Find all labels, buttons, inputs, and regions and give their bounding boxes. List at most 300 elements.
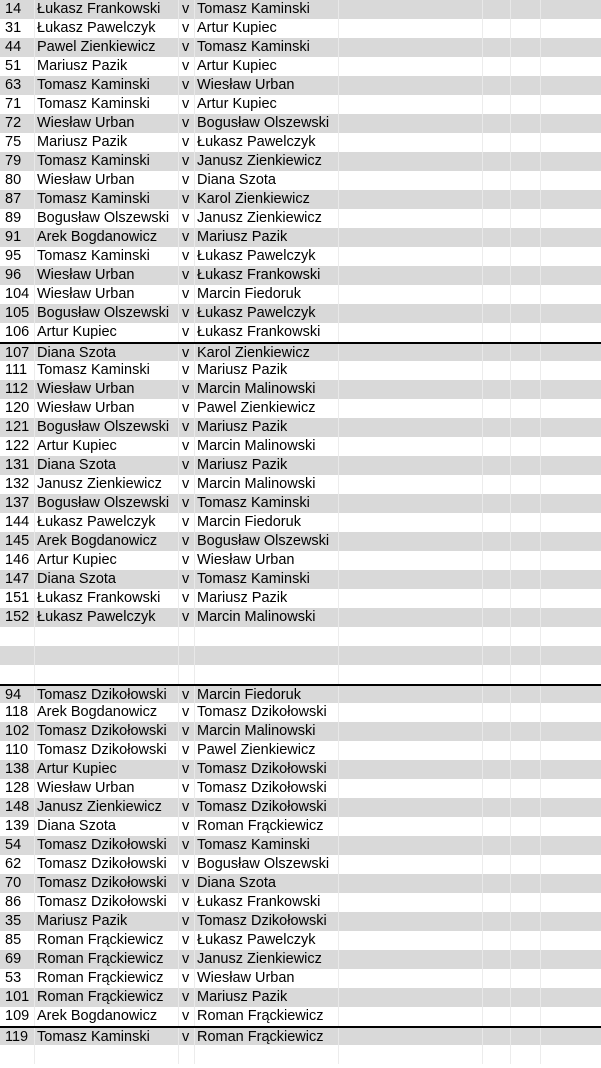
- versus-cell[interactable]: v: [182, 77, 190, 93]
- versus-cell[interactable]: v: [182, 818, 190, 834]
- gridline: [510, 380, 511, 399]
- versus-cell[interactable]: v: [182, 687, 190, 703]
- versus-cell[interactable]: v: [182, 229, 190, 245]
- versus-cell[interactable]: v: [182, 875, 190, 891]
- player-one-cell[interactable]: Łukasz Pawelczyk: [37, 514, 156, 530]
- player-two-cell[interactable]: Tomasz Kaminski: [197, 39, 310, 55]
- player-one-cell[interactable]: Arek Bogdanowicz: [37, 1008, 158, 1024]
- gridline: [482, 798, 483, 817]
- fixture-number-cell[interactable]: 69: [5, 951, 22, 967]
- fixture-number-cell[interactable]: 87: [5, 191, 22, 207]
- gridline: [540, 950, 541, 969]
- versus-cell[interactable]: v: [182, 571, 190, 587]
- versus-cell[interactable]: v: [182, 742, 190, 758]
- player-one-cell[interactable]: Janusz Zienkiewicz: [37, 799, 162, 815]
- player-one-cell[interactable]: Tomasz Dzikołowski: [37, 894, 167, 910]
- fixture-number-cell[interactable]: 121: [5, 419, 30, 435]
- player-one-cell[interactable]: Bogusław Olszewski: [37, 305, 170, 321]
- fixture-number-cell[interactable]: 95: [5, 248, 22, 264]
- fixture-number-cell[interactable]: 118: [5, 704, 29, 720]
- versus-cell[interactable]: v: [182, 345, 190, 361]
- fixture-number-cell[interactable]: 109: [5, 1008, 30, 1024]
- gridline: [510, 627, 511, 646]
- player-two-cell[interactable]: Marcin Fiedoruk: [197, 286, 301, 302]
- player-one-cell[interactable]: Tomasz Kaminski: [37, 96, 150, 112]
- gridline: [482, 494, 483, 513]
- gridline: [194, 304, 195, 323]
- player-one-cell[interactable]: Tomasz Dzikołowski: [37, 687, 167, 703]
- player-one-cell[interactable]: Arek Bogdanowicz: [37, 533, 158, 549]
- gridline: [510, 817, 511, 836]
- gridline: [510, 437, 511, 456]
- player-one-cell[interactable]: [37, 665, 179, 684]
- player-one-cell[interactable]: Bogusław Olszewski: [37, 210, 170, 226]
- player-one-cell[interactable]: Tomasz Kaminski: [37, 77, 150, 93]
- player-one-cell[interactable]: Tomasz Dzikołowski: [37, 723, 167, 739]
- fixture-number-cell[interactable]: 75: [5, 134, 22, 150]
- versus-cell[interactable]: v: [182, 799, 190, 815]
- player-two-cell[interactable]: Janusz Zienkiewicz: [197, 153, 322, 169]
- gridline: [540, 836, 541, 855]
- versus-cell[interactable]: v: [182, 1029, 190, 1045]
- fixture-number-cell[interactable]: 128: [5, 780, 30, 796]
- fixture-number-cell[interactable]: 63: [5, 77, 22, 93]
- player-two-cell[interactable]: Pawel Zienkiewicz: [197, 742, 316, 758]
- versus-cell[interactable]: v: [182, 590, 190, 606]
- versus-cell[interactable]: v: [182, 419, 190, 435]
- fixture-number-cell[interactable]: 148: [5, 799, 30, 815]
- gridline: [510, 779, 511, 798]
- player-two-cell[interactable]: Tomasz Dzikołowski: [197, 780, 327, 796]
- gridline: [510, 532, 511, 551]
- gridline: [510, 152, 511, 171]
- fixture-number-cell[interactable]: 62: [5, 856, 22, 872]
- player-one-cell[interactable]: Wiesław Urban: [37, 172, 135, 188]
- versus-cell[interactable]: v: [182, 856, 190, 872]
- player-two-cell[interactable]: Mariusz Pazik: [197, 362, 288, 378]
- gridline: [540, 532, 541, 551]
- gridline: [482, 209, 483, 228]
- player-one-cell[interactable]: Diana Szota: [37, 818, 116, 834]
- gridline: [194, 437, 195, 456]
- player-one-cell[interactable]: Tomasz Kaminski: [37, 153, 150, 169]
- player-two-cell[interactable]: Łukasz Frankowski: [197, 894, 321, 910]
- gridline: [482, 38, 483, 57]
- fixture-number-cell[interactable]: 132: [5, 476, 30, 492]
- fixture-number-cell[interactable]: 79: [5, 153, 22, 169]
- versus-cell[interactable]: v: [182, 438, 190, 454]
- versus-cell[interactable]: v: [182, 115, 190, 131]
- gridline: [540, 874, 541, 893]
- fixture-number-cell[interactable]: 51: [5, 58, 22, 74]
- player-one-cell[interactable]: Artur Kupiec: [37, 761, 117, 777]
- player-one-cell[interactable]: Mariusz Pazik: [37, 913, 128, 929]
- player-two-cell[interactable]: Mariusz Pazik: [197, 419, 288, 435]
- versus-cell[interactable]: [182, 646, 194, 665]
- table-row: [0, 532, 601, 551]
- player-one-cell[interactable]: Diana Szota: [37, 457, 116, 473]
- versus-cell[interactable]: v: [182, 305, 190, 321]
- fixture-number-cell[interactable]: 71: [5, 96, 22, 112]
- player-one-cell[interactable]: Pawel Zienkiewicz: [37, 39, 156, 55]
- versus-cell[interactable]: v: [182, 286, 190, 302]
- player-two-cell[interactable]: [197, 665, 339, 684]
- gridline: [194, 893, 195, 912]
- versus-cell[interactable]: v: [182, 932, 190, 948]
- fixture-number-cell[interactable]: 119: [5, 1029, 29, 1045]
- table-row: [0, 798, 601, 817]
- versus-cell[interactable]: v: [182, 457, 190, 473]
- versus-cell[interactable]: v: [182, 780, 190, 796]
- fixture-number-cell[interactable]: 89: [5, 210, 22, 226]
- player-one-cell[interactable]: Wiesław Urban: [37, 400, 135, 416]
- player-two-cell[interactable]: Bogusław Olszewski: [197, 856, 330, 872]
- player-two-cell[interactable]: Łukasz Frankowski: [197, 267, 321, 283]
- versus-cell[interactable]: v: [182, 210, 190, 226]
- gridline: [482, 133, 483, 152]
- player-two-cell[interactable]: Wiesław Urban: [197, 552, 295, 568]
- fixture-number-cell[interactable]: 122: [5, 438, 30, 454]
- gridline: [540, 228, 541, 247]
- gridline: [540, 608, 541, 627]
- versus-cell[interactable]: v: [182, 704, 190, 720]
- fixture-number-cell[interactable]: 146: [5, 552, 30, 568]
- player-two-cell[interactable]: Roman Frąckiewicz: [197, 1029, 324, 1045]
- gridline: [194, 114, 195, 133]
- player-one-cell[interactable]: Artur Kupiec: [37, 438, 117, 454]
- gridline: [482, 76, 483, 95]
- fixture-number-cell[interactable]: 144: [5, 514, 30, 530]
- player-two-cell[interactable]: Tomasz Kaminski: [197, 1, 310, 17]
- player-two-cell[interactable]: Artur Kupiec: [197, 58, 277, 74]
- gridline: [510, 589, 511, 608]
- versus-cell[interactable]: v: [182, 58, 190, 74]
- versus-cell[interactable]: v: [182, 989, 190, 1005]
- fixture-number-cell[interactable]: 131: [5, 457, 30, 473]
- player-one-cell[interactable]: Tomasz Kaminski: [37, 1029, 150, 1045]
- player-two-cell[interactable]: Tomasz Kaminski: [197, 495, 310, 511]
- gridline: [194, 418, 195, 437]
- table-row: [0, 589, 601, 608]
- versus-cell[interactable]: v: [182, 761, 190, 777]
- fixture-number-cell[interactable]: 112: [5, 381, 29, 397]
- versus-cell[interactable]: v: [182, 134, 190, 150]
- player-one-cell[interactable]: Tomasz Kaminski: [37, 362, 150, 378]
- fixture-number-cell[interactable]: 44: [5, 39, 22, 55]
- player-two-cell[interactable]: Wiesław Urban: [197, 77, 295, 93]
- table-row: [0, 437, 601, 456]
- gridline: [194, 988, 195, 1007]
- player-one-cell[interactable]: Wiesław Urban: [37, 286, 135, 302]
- gridline: [194, 931, 195, 950]
- player-one-cell[interactable]: Artur Kupiec: [37, 324, 117, 340]
- gridline: [482, 171, 483, 190]
- versus-cell[interactable]: v: [182, 476, 190, 492]
- gridline: [482, 456, 483, 475]
- player-two-cell[interactable]: [197, 1045, 339, 1064]
- player-one-cell[interactable]: Wiesław Urban: [37, 780, 135, 796]
- fixture-number-cell[interactable]: 147: [5, 571, 30, 587]
- gridline: [482, 475, 483, 494]
- fixture-number-cell[interactable]: 120: [5, 400, 30, 416]
- player-one-cell[interactable]: Tomasz Dzikołowski: [37, 742, 167, 758]
- player-one-cell[interactable]: Wiesław Urban: [37, 115, 135, 131]
- player-one-cell[interactable]: Janusz Zienkiewicz: [37, 476, 162, 492]
- player-one-cell[interactable]: Łukasz Frankowski: [37, 1, 161, 17]
- gridline: [510, 323, 511, 342]
- player-one-cell[interactable]: Łukasz Pawelczyk: [37, 609, 156, 625]
- player-one-cell[interactable]: Tomasz Kaminski: [37, 191, 150, 207]
- fixture-number-cell[interactable]: 107: [5, 345, 30, 361]
- player-two-cell[interactable]: Tomasz Kaminski: [197, 571, 310, 587]
- fixture-number-cell[interactable]: [5, 1045, 35, 1064]
- gridline: [540, 703, 541, 722]
- player-two-cell[interactable]: Bogusław Olszewski: [197, 115, 330, 131]
- table-row: [0, 1007, 601, 1026]
- player-two-cell[interactable]: Tomasz Dzikołowski: [197, 704, 327, 720]
- versus-cell[interactable]: v: [182, 837, 190, 853]
- player-one-cell[interactable]: [37, 1045, 179, 1064]
- gridline: [540, 323, 541, 342]
- player-one-cell[interactable]: Diana Szota: [37, 571, 116, 587]
- versus-cell[interactable]: [182, 665, 194, 684]
- table-row: [0, 323, 601, 342]
- versus-cell[interactable]: v: [182, 248, 190, 264]
- player-two-cell[interactable]: Marcin Malinowski: [197, 723, 316, 739]
- fixture-number-cell[interactable]: [5, 646, 35, 665]
- player-two-cell[interactable]: Mariusz Pazik: [197, 229, 288, 245]
- gridline: [510, 988, 511, 1007]
- gridline: [510, 950, 511, 969]
- player-one-cell[interactable]: [37, 627, 179, 646]
- player-two-cell[interactable]: Wiesław Urban: [197, 970, 295, 986]
- fixture-number-cell[interactable]: 102: [5, 723, 30, 739]
- gridline: [510, 513, 511, 532]
- gridline: [510, 646, 511, 665]
- gridline: [510, 266, 511, 285]
- player-one-cell[interactable]: Łukasz Frankowski: [37, 590, 161, 606]
- fixture-number-cell[interactable]: 106: [5, 324, 30, 340]
- versus-cell[interactable]: v: [182, 324, 190, 340]
- fixture-number-cell[interactable]: 105: [5, 305, 30, 321]
- player-one-cell[interactable]: Mariusz Pazik: [37, 58, 128, 74]
- versus-cell[interactable]: v: [182, 609, 190, 625]
- player-one-cell[interactable]: Mariusz Pazik: [37, 134, 128, 150]
- fixture-number-cell[interactable]: 101: [5, 989, 30, 1005]
- table-row: [0, 1026, 601, 1045]
- player-two-cell[interactable]: Tomasz Dzikołowski: [197, 799, 327, 815]
- player-one-cell[interactable]: Tomasz Dzikołowski: [37, 875, 167, 891]
- versus-cell[interactable]: v: [182, 400, 190, 416]
- gridline: [540, 893, 541, 912]
- table-row: [0, 722, 601, 741]
- player-two-cell[interactable]: Marcin Malinowski: [197, 381, 316, 397]
- gridline: [194, 551, 195, 570]
- versus-cell[interactable]: v: [182, 39, 190, 55]
- player-two-cell[interactable]: Mariusz Pazik: [197, 590, 288, 606]
- versus-cell[interactable]: [182, 1045, 194, 1064]
- table-row: [0, 380, 601, 399]
- table-row: [0, 399, 601, 418]
- player-one-cell[interactable]: [37, 646, 179, 665]
- gridline: [482, 247, 483, 266]
- player-two-cell[interactable]: Janusz Zienkiewicz: [197, 210, 322, 226]
- fixture-number-cell[interactable]: 80: [5, 172, 22, 188]
- fixture-number-cell[interactable]: 86: [5, 894, 22, 910]
- gridline: [194, 741, 195, 760]
- player-two-cell[interactable]: Tomasz Dzikołowski: [197, 913, 327, 929]
- fixture-number-cell[interactable]: 138: [5, 761, 30, 777]
- player-one-cell[interactable]: Artur Kupiec: [37, 552, 117, 568]
- player-two-cell[interactable]: Marcin Malinowski: [197, 476, 316, 492]
- table-row: [0, 988, 601, 1007]
- player-one-cell[interactable]: Roman Frąckiewicz: [37, 951, 164, 967]
- versus-cell[interactable]: v: [182, 267, 190, 283]
- versus-cell[interactable]: v: [182, 894, 190, 910]
- table-row: [0, 171, 601, 190]
- player-two-cell[interactable]: Marcin Malinowski: [197, 438, 316, 454]
- gridline: [510, 171, 511, 190]
- gridline: [194, 133, 195, 152]
- fixture-number-cell[interactable]: 54: [5, 837, 22, 853]
- versus-cell[interactable]: v: [182, 172, 190, 188]
- player-two-cell[interactable]: Łukasz Pawelczyk: [197, 932, 316, 948]
- player-two-cell[interactable]: Mariusz Pazik: [197, 989, 288, 1005]
- player-one-cell[interactable]: Roman Frąckiewicz: [37, 970, 164, 986]
- table-row: [0, 608, 601, 627]
- player-two-cell[interactable]: [197, 627, 339, 646]
- gridline: [194, 38, 195, 57]
- gridline: [510, 798, 511, 817]
- gridline: [482, 741, 483, 760]
- versus-cell[interactable]: v: [182, 913, 190, 929]
- fixture-number-cell[interactable]: [5, 665, 35, 684]
- gridline: [540, 76, 541, 95]
- player-two-cell[interactable]: Marcin Fiedoruk: [197, 687, 301, 703]
- fixture-number-cell[interactable]: 104: [5, 286, 30, 302]
- fixture-number-cell[interactable]: 111: [5, 362, 28, 378]
- versus-cell[interactable]: v: [182, 970, 190, 986]
- player-two-cell[interactable]: Diana Szota: [197, 875, 276, 891]
- gridline: [482, 323, 483, 342]
- player-one-cell[interactable]: Wiesław Urban: [37, 267, 135, 283]
- table-row: [0, 38, 601, 57]
- versus-cell[interactable]: v: [182, 1008, 190, 1024]
- player-one-cell[interactable]: Arek Bogdanowicz: [37, 229, 158, 245]
- player-one-cell[interactable]: Roman Frąckiewicz: [37, 932, 164, 948]
- versus-cell[interactable]: [182, 627, 194, 646]
- gridline: [540, 285, 541, 304]
- player-one-cell[interactable]: Tomasz Dzikołowski: [37, 856, 167, 872]
- player-two-cell[interactable]: Marcin Malinowski: [197, 609, 316, 625]
- player-one-cell[interactable]: Roman Frąckiewicz: [37, 989, 164, 1005]
- gridline: [194, 209, 195, 228]
- versus-cell[interactable]: v: [182, 362, 190, 378]
- versus-cell[interactable]: v: [182, 153, 190, 169]
- fixture-number-cell[interactable]: 35: [5, 913, 22, 929]
- versus-cell[interactable]: v: [182, 552, 190, 568]
- versus-cell[interactable]: v: [182, 20, 190, 36]
- player-two-cell[interactable]: Pawel Zienkiewicz: [197, 400, 316, 416]
- fixture-number-cell[interactable]: 139: [5, 818, 30, 834]
- player-one-cell[interactable]: Bogusław Olszewski: [37, 419, 170, 435]
- gridline: [194, 285, 195, 304]
- player-one-cell[interactable]: Arek Bogdanowicz: [37, 704, 158, 720]
- fixture-number-cell[interactable]: 137: [5, 495, 30, 511]
- versus-cell[interactable]: v: [182, 1, 190, 17]
- fixture-number-cell[interactable]: 72: [5, 115, 22, 131]
- player-two-cell[interactable]: [197, 646, 339, 665]
- gridline: [482, 399, 483, 418]
- gridline: [482, 0, 483, 19]
- fixture-number-cell[interactable]: 85: [5, 932, 22, 948]
- fixture-number-cell[interactable]: 152: [5, 609, 30, 625]
- versus-cell[interactable]: v: [182, 951, 190, 967]
- fixture-number-cell[interactable]: 91: [5, 229, 22, 245]
- player-one-cell[interactable]: Tomasz Kaminski: [37, 248, 150, 264]
- player-two-cell[interactable]: Łukasz Pawelczyk: [197, 305, 316, 321]
- fixture-number-cell[interactable]: 96: [5, 267, 22, 283]
- player-one-cell[interactable]: Wiesław Urban: [37, 381, 135, 397]
- player-two-cell[interactable]: Roman Frąckiewicz: [197, 1008, 324, 1024]
- versus-cell[interactable]: v: [182, 514, 190, 530]
- versus-cell[interactable]: v: [182, 96, 190, 112]
- fixture-number-cell[interactable]: [5, 627, 35, 646]
- player-two-cell[interactable]: Artur Kupiec: [197, 20, 277, 36]
- player-two-cell[interactable]: Diana Szota: [197, 172, 276, 188]
- player-one-cell[interactable]: Łukasz Pawelczyk: [37, 20, 156, 36]
- player-two-cell[interactable]: Janusz Zienkiewicz: [197, 951, 322, 967]
- player-two-cell[interactable]: Marcin Fiedoruk: [197, 514, 301, 530]
- player-two-cell[interactable]: Tomasz Dzikołowski: [197, 761, 327, 777]
- player-two-cell[interactable]: Łukasz Frankowski: [197, 324, 321, 340]
- player-two-cell[interactable]: Karol Zienkiewicz: [197, 345, 310, 361]
- fixture-number-cell[interactable]: 53: [5, 970, 22, 986]
- versus-cell[interactable]: v: [182, 723, 190, 739]
- player-two-cell[interactable]: Mariusz Pazik: [197, 457, 288, 473]
- player-one-cell[interactable]: Diana Szota: [37, 345, 116, 361]
- gridline: [540, 817, 541, 836]
- fixture-number-cell[interactable]: 151: [5, 590, 30, 606]
- player-two-cell[interactable]: Bogusław Olszewski: [197, 533, 330, 549]
- player-two-cell[interactable]: Artur Kupiec: [197, 96, 277, 112]
- fixture-number-cell[interactable]: 110: [5, 742, 29, 758]
- fixture-number-cell[interactable]: 14: [5, 1, 22, 17]
- versus-cell[interactable]: v: [182, 495, 190, 511]
- gridline: [194, 171, 195, 190]
- player-two-cell[interactable]: Tomasz Kaminski: [197, 837, 310, 853]
- fixture-number-cell[interactable]: 145: [5, 533, 30, 549]
- gridline: [194, 57, 195, 76]
- table-row: [0, 684, 601, 703]
- gridline: [540, 969, 541, 988]
- fixture-number-cell[interactable]: 31: [5, 20, 22, 36]
- fixture-number-cell[interactable]: 70: [5, 875, 22, 891]
- gridline: [540, 798, 541, 817]
- versus-cell[interactable]: v: [182, 191, 190, 207]
- player-two-cell[interactable]: Łukasz Pawelczyk: [197, 248, 316, 264]
- gridline: [510, 95, 511, 114]
- player-one-cell[interactable]: Bogusław Olszewski: [37, 495, 170, 511]
- player-two-cell[interactable]: Karol Zienkiewicz: [197, 191, 310, 207]
- gridline: [540, 190, 541, 209]
- player-two-cell[interactable]: Łukasz Pawelczyk: [197, 134, 316, 150]
- player-two-cell[interactable]: Roman Frąckiewicz: [197, 818, 324, 834]
- versus-cell[interactable]: v: [182, 381, 190, 397]
- versus-cell[interactable]: v: [182, 533, 190, 549]
- player-one-cell[interactable]: Tomasz Dzikołowski: [37, 837, 167, 853]
- fixture-number-cell[interactable]: 94: [5, 687, 22, 703]
